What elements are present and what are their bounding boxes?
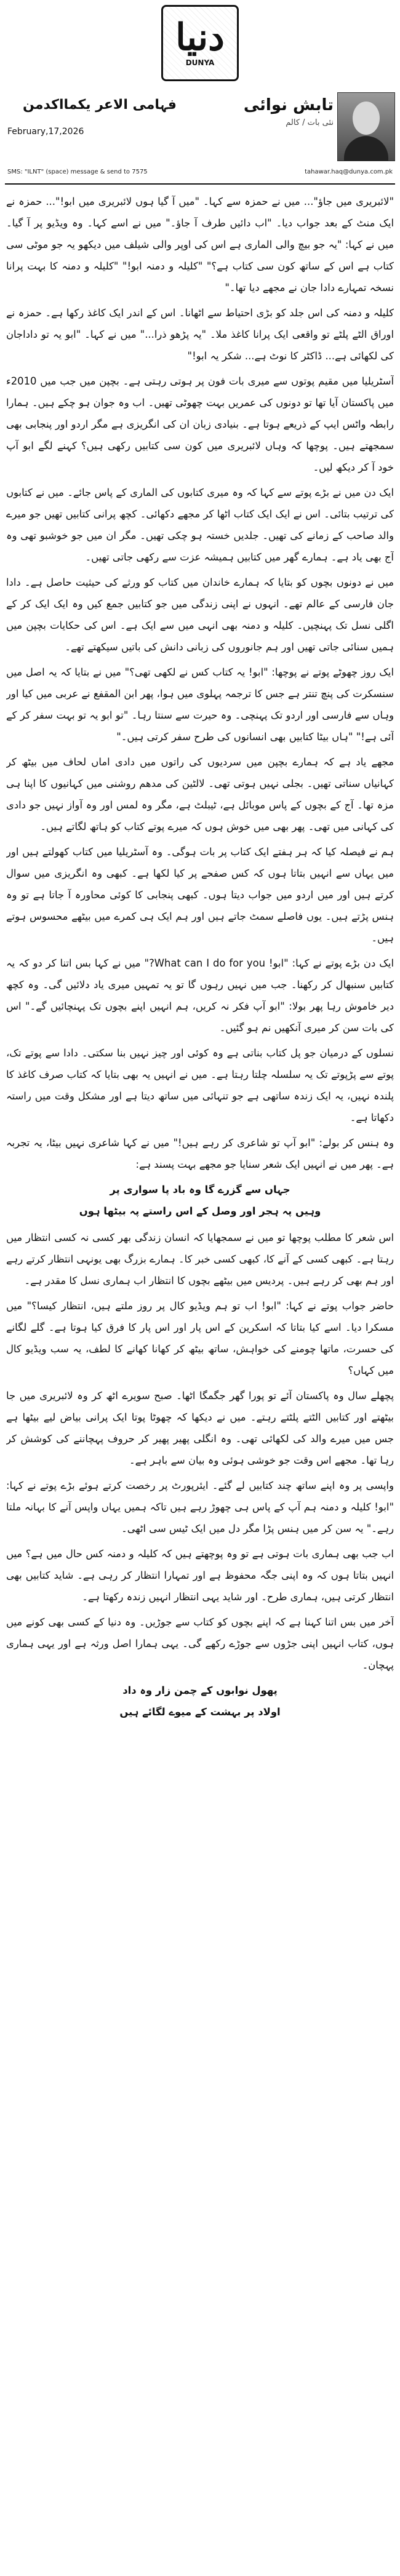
header-divider <box>5 183 395 185</box>
author-name: تابش نوائی <box>243 96 334 114</box>
contact-row <box>0 169 400 182</box>
poem-line: پھول نوابوں کے چمن زار وہ داد <box>122 1685 278 1696</box>
paragraph: آخر میں بس اتنا کہنا ہے کہ اپنے بچوں کو کتاب سے جوڑیں۔ وہ دنیا کے کسی بھی کونے میں ہوں، کتاب انہیں اپنی جڑوں سے جوڑے رکھے گی۔ یہی ہمارا اصل ورثہ ہے اور یہی ہماری پہچان۔ <box>6 1616 394 1671</box>
photo-body-shape <box>344 136 388 161</box>
paragraph: ہم نے فیصلہ کیا کہ ہر ہفتے ایک کتاب پر بات ہوگی۔ وہ آسٹریلیا میں کتاب کھولتے ہیں اور میں یہاں سے انہیں بتاتا ہوں کہ کس صفحے پر کیا لکھا ہے۔ کبھی وہ انگریزی میں سوال کرتے ہیں اور میں اردو میں جواب دیتا ہوں۔ کبھی پنجابی کا کوئی محاورہ آ جاتا ہے تو وہ ہنس پڑتے ہیں۔ یوں فاصلے سمٹ جاتے ہیں اور ہم ایک ہی کمرے میں بیٹھے محسوس ہوتے ہیں۔ <box>6 846 394 944</box>
author-subtitle: نئی بات / کالم <box>286 118 334 127</box>
publish-date: February,17,2026 <box>7 127 84 137</box>
paragraph: نسلوں کے درمیان جو پل کتاب بناتی ہے وہ کوئی اور چیز نہیں بنا سکتی۔ دادا سے پوتے تک، پوتے سے پڑپوتے تک یہ سلسلہ چلتا رہتا ہے۔ میں نے انہیں یہ بھی بتایا کہ کتاب صرف کاغذ کا پلندہ نہیں، یہ ایک زندہ ساتھی ہے جو تنہائی میں ساتھ دیتا ہے اور مشکل وقت میں راستہ دکھاتا ہے۔ <box>6 1047 394 1123</box>
logo-subtitle: DUNYA <box>185 58 215 67</box>
photo-head-shape <box>353 102 380 135</box>
paragraph: مجھے یاد ہے کہ ہمارے بچپن میں سردیوں کی راتوں میں دادی اماں لحاف میں بیٹھ کر کہانیاں سناتی تھیں۔ بجلی نہیں ہوتی تھی۔ لالٹین کی مدھم روشنی میں کہانیوں کا اپنا ہی مزہ تھا۔ آج کے بچوں کے پاس موبائل ہے، ٹیبلٹ ہے، مگر وہ لمس اور وہ آواز نہیں جو دادی کی کہانی میں تھی۔ پھر بھی میں خوش ہوں کہ میرے پوتے کتاب کو ہاتھ لگاتے ہیں۔ <box>6 756 394 832</box>
article-body <box>6 191 394 2566</box>
paragraph: ایک روز چھوٹے پوتے نے پوچھا: "ابو! یہ کتاب کس نے لکھی تھی؟" میں نے بتایا کہ یہ اصل میں سنسکرت کی پنچ تنتر ہے جس کا ترجمہ پہلوی میں ہوا، پھر ابن المقفع نے عربی میں کیا اور وہاں سے فارسی اور اردو تک پہنچی۔ وہ حیرت سے سنتا رہا۔ "تو ابو یہ تو بہت سفر کر کے آئی ہے!" "ہاں بیٹا کتابیں بھی انسانوں کی طرح سفر کرتی ہیں۔" <box>6 666 394 743</box>
paragraph: کلیلہ و دمنہ کی اس جلد کو بڑی احتیاط سے اٹھانا۔ اس کے اندر ایک کاغذ رکھا ہے۔ حمزہ نے اوراق الٹے پلٹے تو واقعی ایک پرانا کاغذ ملا۔ "یہ پڑھو ذرا..." میں نے کہا۔ "ابو یہ تو داداجان کی لکھائی ہے... ڈاکٹر کا نوٹ ہے... شکر یہ ابو!" <box>6 307 394 362</box>
paragraph: حاضر جواب پوتے نے کہا: "ابو! اب تو ہم ویڈیو کال پر روز ملتے ہیں، انتظار کیسا؟" میں مسکرا دیا۔ اسے کیا بتاتا کہ اسکرین کے اس پار اور اس پار کا فرق کیا ہوتا ہے۔ گلے لگانے کی حسرت، ماتھا چومنے کی خواہش، ساتھ بیٹھ کر کھانا کھانے کا لطف، یہ سب ویڈیو کال میں کہاں؟ <box>6 1300 394 1376</box>
masthead <box>0 0 400 86</box>
paragraph: ایک دن میں نے بڑے پوتے سے کہا کہ وہ میری کتابوں کی الماری کے پاس جائے۔ میں نے کتابوں کی ترتیب بتائی۔ اس نے ایک ایک کتاب اٹھا کر مجھے دکھائی۔ کچھ پرانی کتابیں تھیں جو میرے والد صاحب کے زمانے کی تھیں۔ جلدیں خستہ ہو چکی تھیں۔ مگر ان میں جو خوشبو تھی وہ آج بھی یاد ہے۔ ہمارے گھر میں کتابیں ہمیشہ عزت سے رکھی جاتی تھیں۔ <box>6 487 394 563</box>
paragraph: اس شعر کا مطلب پوچھا تو میں نے سمجھایا کہ انسان زندگی بھر کسی نہ کسی انتظار میں رہتا ہے۔ کبھی کسی کے آنے کا، کبھی کسی خبر کا۔ ہمارے بزرگ بھی یونہی انتظار کرتے رہے اور ہم بھی کر رہے ہیں۔ پردیس میں بیٹھے بچوں کا انتظار اب ہماری نسل کا مقدر ہے۔ <box>6 1232 394 1286</box>
author-email[interactable]: tahawar.haq@dunya.com.pk <box>305 169 393 175</box>
poem-line: جہاں سے گزرے گا وہ باد پا سواری پر <box>110 1184 290 1195</box>
column-header <box>0 92 400 166</box>
poem-line: اولاد پر بہشت کے میوے لگائے ہیں <box>119 1706 281 1718</box>
paragraph: میں نے دونوں بچوں کو بتایا کہ ہمارے خاندان میں کتاب کو ورثے کی حیثیت حاصل ہے۔ دادا جان فارسی کے عالم تھے۔ انہوں نے اپنی زندگی میں جو کتابیں جمع کیں وہ ایک ایک کر کے اگلی نسل تک پہنچیں۔ کلیلہ و دمنہ بھی انہی میں سے ایک ہے۔ اس کی حکایات بچپن میں ہمیں سنائی جاتی تھیں اور ہم جانوروں کی زبانی دانش کی باتیں سیکھتے تھے۔ <box>6 576 394 653</box>
paragraph: پچھلے سال وہ پاکستان آئے تو پورا گھر جگمگا اٹھا۔ صبح سویرے اٹھ کر وہ لائبریری میں جا بیٹھتے اور کتابیں الٹتے پلٹتے رہتے۔ میں نے دیکھا کہ چھوٹا پوتا ایک پرانی بیاض لیے بیٹھا ہے جس میں میرے والد کی لکھائی تھی۔ وہ انگلی پھیر پھیر کر حروف پہچاننے کی کوشش کر رہا تھا۔ مجھے اس وقت جو خوشی ہوئی وہ بیان سے باہر ہے۔ <box>6 1390 394 1466</box>
paragraph: وہ ہنس کر بولے: "ابو آپ تو شاعری کر رہے ہیں!" میں نے کہا شاعری نہیں بیٹا، یہ تجربہ ہے۔ پھر میں نے انہیں ایک شعر سنایا جو مجھے بہت پسند ہے: <box>6 1137 394 1170</box>
paragraph: آسٹریلیا میں مقیم پوتوں سے میری بات فون پر ہوتی رہتی ہے۔ بچپن میں جب میں 2010ء میں پاکستان آیا تھا تو دونوں کی عمریں بہت چھوٹی تھیں۔ اب وہ جوان ہو چکے ہیں۔ ہمارا رابطہ واٹس ایپ کے ذریعے ہوتا ہے۔ بنیادی زبان ان کی انگریزی ہے مگر اردو اور پنجابی بھی سمجھتے ہیں۔ پوچھا کہ وہاں لائبریری میں کون سی کتابیں رکھی ہیں؟ کہنے لگے ابو آپ خود آ کر دیکھ لیں۔ <box>6 375 394 473</box>
paragraph: ایک دن بڑے پوتے نے کہا: "ابو! What can I do for you?" میں نے کہا بس اتنا کر دو کہ یہ کتابیں سنبھال کر رکھنا۔ جب میں نہیں رہوں گا تو یہ تمہیں میری یاد دلائیں گی۔ وہ کچھ دیر خاموش رہا پھر بولا: "ابو آپ فکر نہ کریں، ہم انہیں اپنے بچوں تک پہنچائیں گے۔" اس کی بات سن کر میری آنکھیں نم ہو گئیں۔ <box>6 957 394 1034</box>
sms-info: SMS: "ILNT" (space) message & send to 7575 <box>7 169 148 175</box>
paragraph: اب جب بھی ہماری بات ہوتی ہے تو وہ پوچھتے ہیں کہ کلیلہ و دمنہ کس حال میں ہے؟ میں انہیں بتاتا ہوں کہ وہ اپنی جگہ محفوظ ہے اور تمہارا انتظار کر رہی ہے۔ شاید کتابیں بھی انتظار کرتی ہیں، ہماری طرح۔ اور شاید یہی انتظار انہیں زندہ رکھتا ہے۔ <box>6 1548 394 1603</box>
poem-line: وہیں پہ ہجر اور وصل کے اس راستے پہ بیٹھا ہوں <box>79 1205 321 1217</box>
paragraph: "لائبریری میں جاؤ"... میں نے حمزہ سے کہا۔ "میں آ گیا ہوں لائبریری میں ابو!"... حمزہ نے ایک منٹ کے بعد جواب دیا۔ "اب دائیں طرف آ جاؤ۔" میں نے اسے کہا۔ وہ ویڈیو پر آ گیا۔ میں نے کہا: "یہ جو بیچ والی الماری ہے اس کی اوپر والی شیلف میں دیکھو یہ جو موٹی سی کتاب ہے اس کے ساتھ کون سی کتاب ہے؟" "کلیلہ و دمنہ ابو!" "کلیلہ و دمنہ کا بہت پرانا نسخہ تمہارے دادا جان نے مجھے دیا تھا۔" <box>6 196 394 293</box>
paragraph: واپسی پر وہ اپنے ساتھ چند کتابیں لے گئے۔ ایئرپورٹ پر رخصت کرتے ہوئے بڑے پوتے نے کہا: "ابو! کلیلہ و دمنہ ہم آپ کے پاس ہی چھوڑ رہے ہیں تاکہ ہمیں یہاں واپس آنے کا بہانہ ملتا رہے۔" یہ سن کر میں ہنس پڑا مگر دل میں ایک ٹیس سی اٹھی۔ <box>6 1480 394 1534</box>
poem-block <box>6 1680 394 1723</box>
column-headline: فہامی الاعر یکمااکدمن <box>23 97 177 113</box>
logo-mark: دنیا <box>175 16 225 59</box>
newspaper-logo <box>161 5 239 81</box>
author-photo <box>337 92 395 161</box>
poem-block <box>6 1179 394 1222</box>
